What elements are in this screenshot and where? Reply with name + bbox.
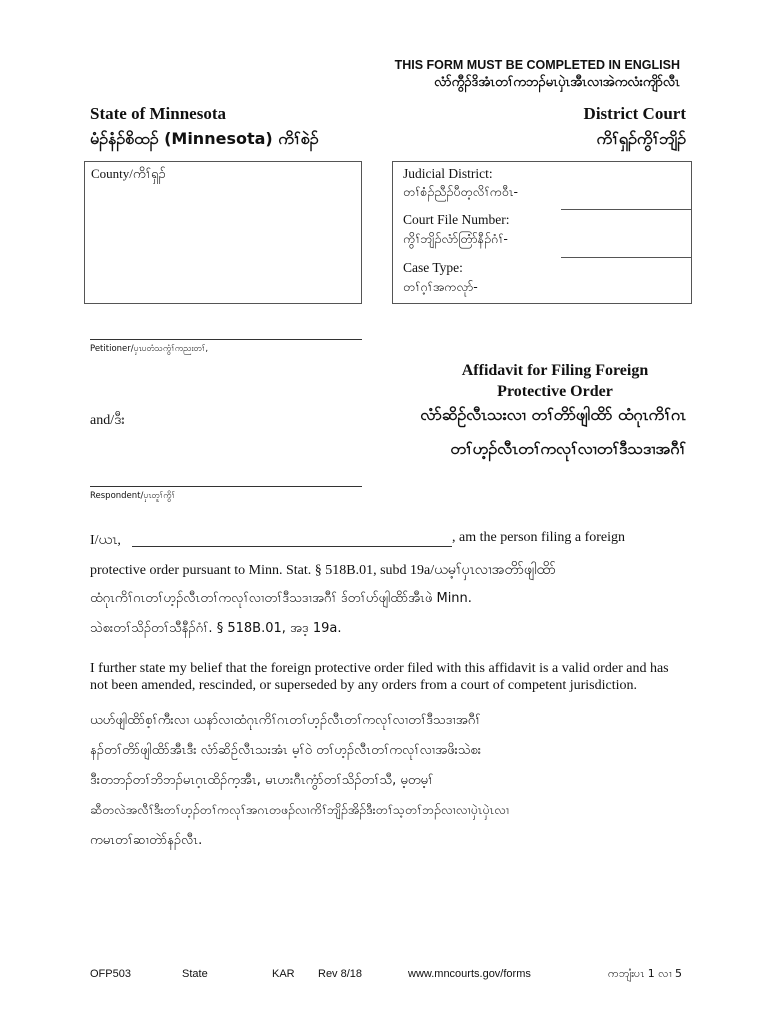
state-title-karen: မံၣ်နံၣ်စိထၣ် (Minnesota) ကိၢ်စဲၣ် [90, 129, 319, 148]
county-label: County/ကိၢ်ရှၣ် [91, 166, 166, 181]
judicial-district-field[interactable] [561, 209, 691, 210]
court-file-number-field[interactable] [561, 257, 691, 258]
affiant-label: I/ယၤ, [90, 533, 121, 548]
judicial-district-label: Judicial District: [403, 166, 493, 181]
petitioner-field[interactable] [90, 339, 362, 340]
state-title: State of Minnesota [90, 104, 226, 123]
county-box[interactable] [84, 161, 362, 304]
validity-statement-karen-line4: ဆီတလဲအလီၢ်ဒီးတၢ်ဟ့ၣ်တၢ်ကလုၢ်အဂၤတဖၣ်လၢကိၢ်ဘျိၣ်အိၣ်ဒီးတၢ်သ့တၢ်ဘၣ်လၢလၢပှဲၤပှဲၤလၢ [90, 802, 509, 817]
validity-statement-karen-line3: ဒီးတဘၣ်တၢ်ဘိဘၣ်မၤဂ့ၤထိၣ်က့အီၤ, မၤဟးဂီၤကွံာ်တၢ်သိၣ်တၢ်သီ, မ့တမ့ၢ် [90, 773, 434, 788]
form-title-line1: Affidavit for Filing Foreign [461, 362, 649, 379]
affiant-statement-line1: , am the person filing a foreign [452, 530, 626, 545]
form-title-karen-line2: တၢ်ဟ့ၣ်လီၤတၢ်ကလုၢ်လၢတၢ်ဒီသဒၢအဂီၢ် [450, 439, 686, 458]
footer-revision: Rev 8/18 [318, 968, 363, 980]
validity-statement-karen-line5: ကမၤတၢ်ဆၢတဲာ်နၣ်လီၤ. [90, 833, 203, 848]
footer-url[interactable]: www.mncourts.gov/forms [408, 968, 531, 980]
footer-page-number: ကဘျံးပၤ 1 လၢ 5 [608, 967, 682, 980]
court-file-number-label: Court File Number: [403, 212, 510, 227]
court-title: District Court [583, 104, 686, 123]
form-title-karen-line1: လံာ်ဆိဉ်လီၤသးလၢ တၢ်တိာ်ဖျါထိာ် ထံဂုၤကိၢ်ဂၤ [420, 405, 686, 424]
court-file-number-label-karen: ကွိၢ်ဘျိၣ်လံာ်တြံာ်နီၣ်ဂံၢ်- [403, 231, 508, 246]
validity-statement: I further state my belief that the foreign protective order filed with this affidavit is a valid order and has not been amended, rescinded, or superseded by any orders from a court of competent jurisdiction. [90, 661, 669, 693]
case-type-label-karen: တၢ်ဂ့ၢ်အကလုာ်- [403, 279, 478, 294]
case-type-label: Case Type: [403, 260, 463, 275]
case-info-box [392, 161, 692, 304]
english-required-notice: THIS FORM MUST BE COMPLETED IN ENGLISH [394, 58, 680, 72]
judicial-district-label-karen: တၢ်စံၣ်ညီၣ်ပီတ့လိၢ်ကဝီၤ- [403, 184, 519, 199]
court-title-karen: ကိၢ်ရှၣ်ကွိၢ်ဘျိၣ် [596, 129, 686, 148]
footer-state: State [182, 968, 208, 980]
and-label: and/ဒီး [90, 413, 125, 428]
affiant-statement-line2: protective order pursuant to Minn. Stat. § 518B.01, subd 19a/ယမ့ၢ်ပှၤလၢအတိာ်ဖျါထိာ် [90, 563, 556, 578]
affiant-statement-line4: သဲစးတၢ်သိၣ်တၢ်သီနီၣ်ဂံၢ်. § 518B.01, အဒ့ 19a. [90, 621, 342, 636]
footer-form-code: OFP503 [90, 968, 131, 980]
affiant-statement-line3: ထံဂုၤကိၢ်ဂၤတၢ်ဟ့ၣ်လီၤတၢ်ကလုၢ်လၢတၢ်ဒီသဒၢအဂီၢ် ဒ်တၢ်ဟ်ဖျါထိာ်အီၤဖဲ Minn. [90, 591, 472, 606]
form-title-line2: Protective Order [497, 383, 613, 400]
validity-statement-karen-line1: ယဟ်ဖျါထိာ်စ့ၢ်ကီးလၢ ယနာ်လၢထံဂုၤကိၢ်ဂၤတၢ်ဟ့ၣ်လီၤတၢ်ကလုၢ်လၢတၢ်ဒီသဒၢအဂီၢ် [90, 713, 481, 728]
footer-language: KAR [272, 968, 295, 980]
respondent-label: Respondent/ပှၤတူၢ်ကွိၢ် [90, 491, 176, 501]
affiant-name-field[interactable] [132, 546, 452, 547]
petitioner-label: Petitioner/ပှၤပတံသကွံၢ်ကညးတၢ်, [90, 344, 209, 354]
respondent-field[interactable] [90, 486, 362, 487]
english-required-notice-karen: လံာ်ကွီၣ်ဒိအံၤတၢ်ကဘၣ်မၤပှဲၤအီၤလၢအဲကလံးကျိာ်လီၤ [434, 75, 680, 90]
validity-statement-karen-line2: နၣ်တၢ်တိာ်ဖျါထိာ်အီၤဒီး လံာ်ဆိဉ်လီၤသးအံၤ မ့ၢ်ဝဲ တၢ်ဟ့ၣ်လီၤတၢ်ကလုၢ်လၢအဖိးသဲစး [90, 743, 482, 758]
